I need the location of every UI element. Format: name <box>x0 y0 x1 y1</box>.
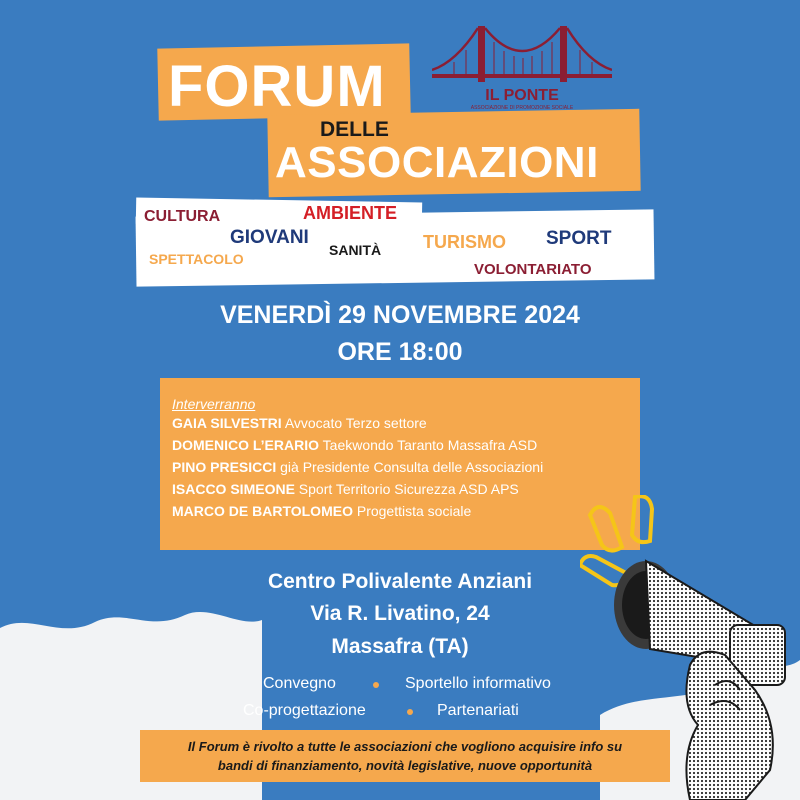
tag-sanita: SANITÀ <box>329 242 382 258</box>
footer-line-1: Il Forum è rivolto a tutte le associazioni che vogliono acquisire info su <box>187 739 623 754</box>
speaker-name: PINO PRESICCI <box>172 459 277 475</box>
speakers-list <box>172 396 543 522</box>
bullet-dot <box>407 709 413 715</box>
speaker-role: Sport Territorio Sicurezza ASD APS <box>298 481 519 497</box>
speaker-row <box>172 500 543 522</box>
title-forum: FORUM <box>168 54 386 119</box>
speaker-role: Progettista sociale <box>356 503 472 519</box>
speaker-row <box>172 412 543 434</box>
tag-sport: SPORT <box>546 228 612 249</box>
speakers-heading: Interverranno <box>172 396 256 412</box>
tag-spettacolo: SPETTACOLO <box>149 251 244 267</box>
bridge-icon <box>432 18 612 88</box>
speakers-box <box>160 378 640 550</box>
activity-sportello: Sportello informativo <box>405 675 551 692</box>
speaker-name: MARCO DE BARTOLOMEO <box>172 503 353 519</box>
speaker-row <box>172 478 543 500</box>
venue-city: Massafra (TA) <box>331 635 469 658</box>
tag-ambiente: AMBIENTE <box>303 203 397 223</box>
speaker-name: DOMENICO L’ERARIO <box>172 437 320 453</box>
speaker-row <box>172 456 543 478</box>
tag-turismo: TURISMO <box>423 232 506 252</box>
logo-name: IL PONTE <box>485 87 559 104</box>
activity-convegno: Convegno <box>263 675 336 692</box>
activity-partenariati: Partenariati <box>437 702 519 719</box>
title-delle: DELLE <box>320 118 389 141</box>
event-time: ORE 18:00 <box>337 338 463 366</box>
footer-line-2: bandi di finanziamento, novità legislative, nuove opportunità <box>217 758 593 773</box>
tag-giovani: GIOVANI <box>230 227 309 248</box>
event-date: VENERDÌ 29 NOVEMBRE 2024 <box>220 301 580 329</box>
bullet-dot <box>373 682 379 688</box>
speaker-role: già Presidente Consulta delle Associazioni <box>280 459 544 475</box>
tag-volontariato: VOLONTARIATO <box>474 261 592 278</box>
speaker-name: GAIA SILVESTRI <box>172 415 282 431</box>
il-ponte-logo <box>432 18 612 116</box>
footer-box <box>140 730 670 782</box>
title-associazioni: ASSOCIAZIONI <box>275 138 599 187</box>
venue-address: Via R. Livatino, 24 <box>310 602 490 625</box>
logo-subtitle: ASSOCIAZIONE DI PROMOZIONE SOCIALE <box>470 105 574 111</box>
tag-cultura: CULTURA <box>144 208 221 225</box>
speaker-name: ISACCO SIMEONE <box>172 481 295 497</box>
venue-name: Centro Polivalente Anziani <box>267 570 533 593</box>
activity-coprogettazione: Co-progettazione <box>243 702 366 719</box>
speaker-role: Taekwondo Taranto Massafra ASD <box>322 437 538 453</box>
speaker-role: Avvocato Terzo settore <box>284 415 427 431</box>
speaker-row <box>172 434 543 456</box>
